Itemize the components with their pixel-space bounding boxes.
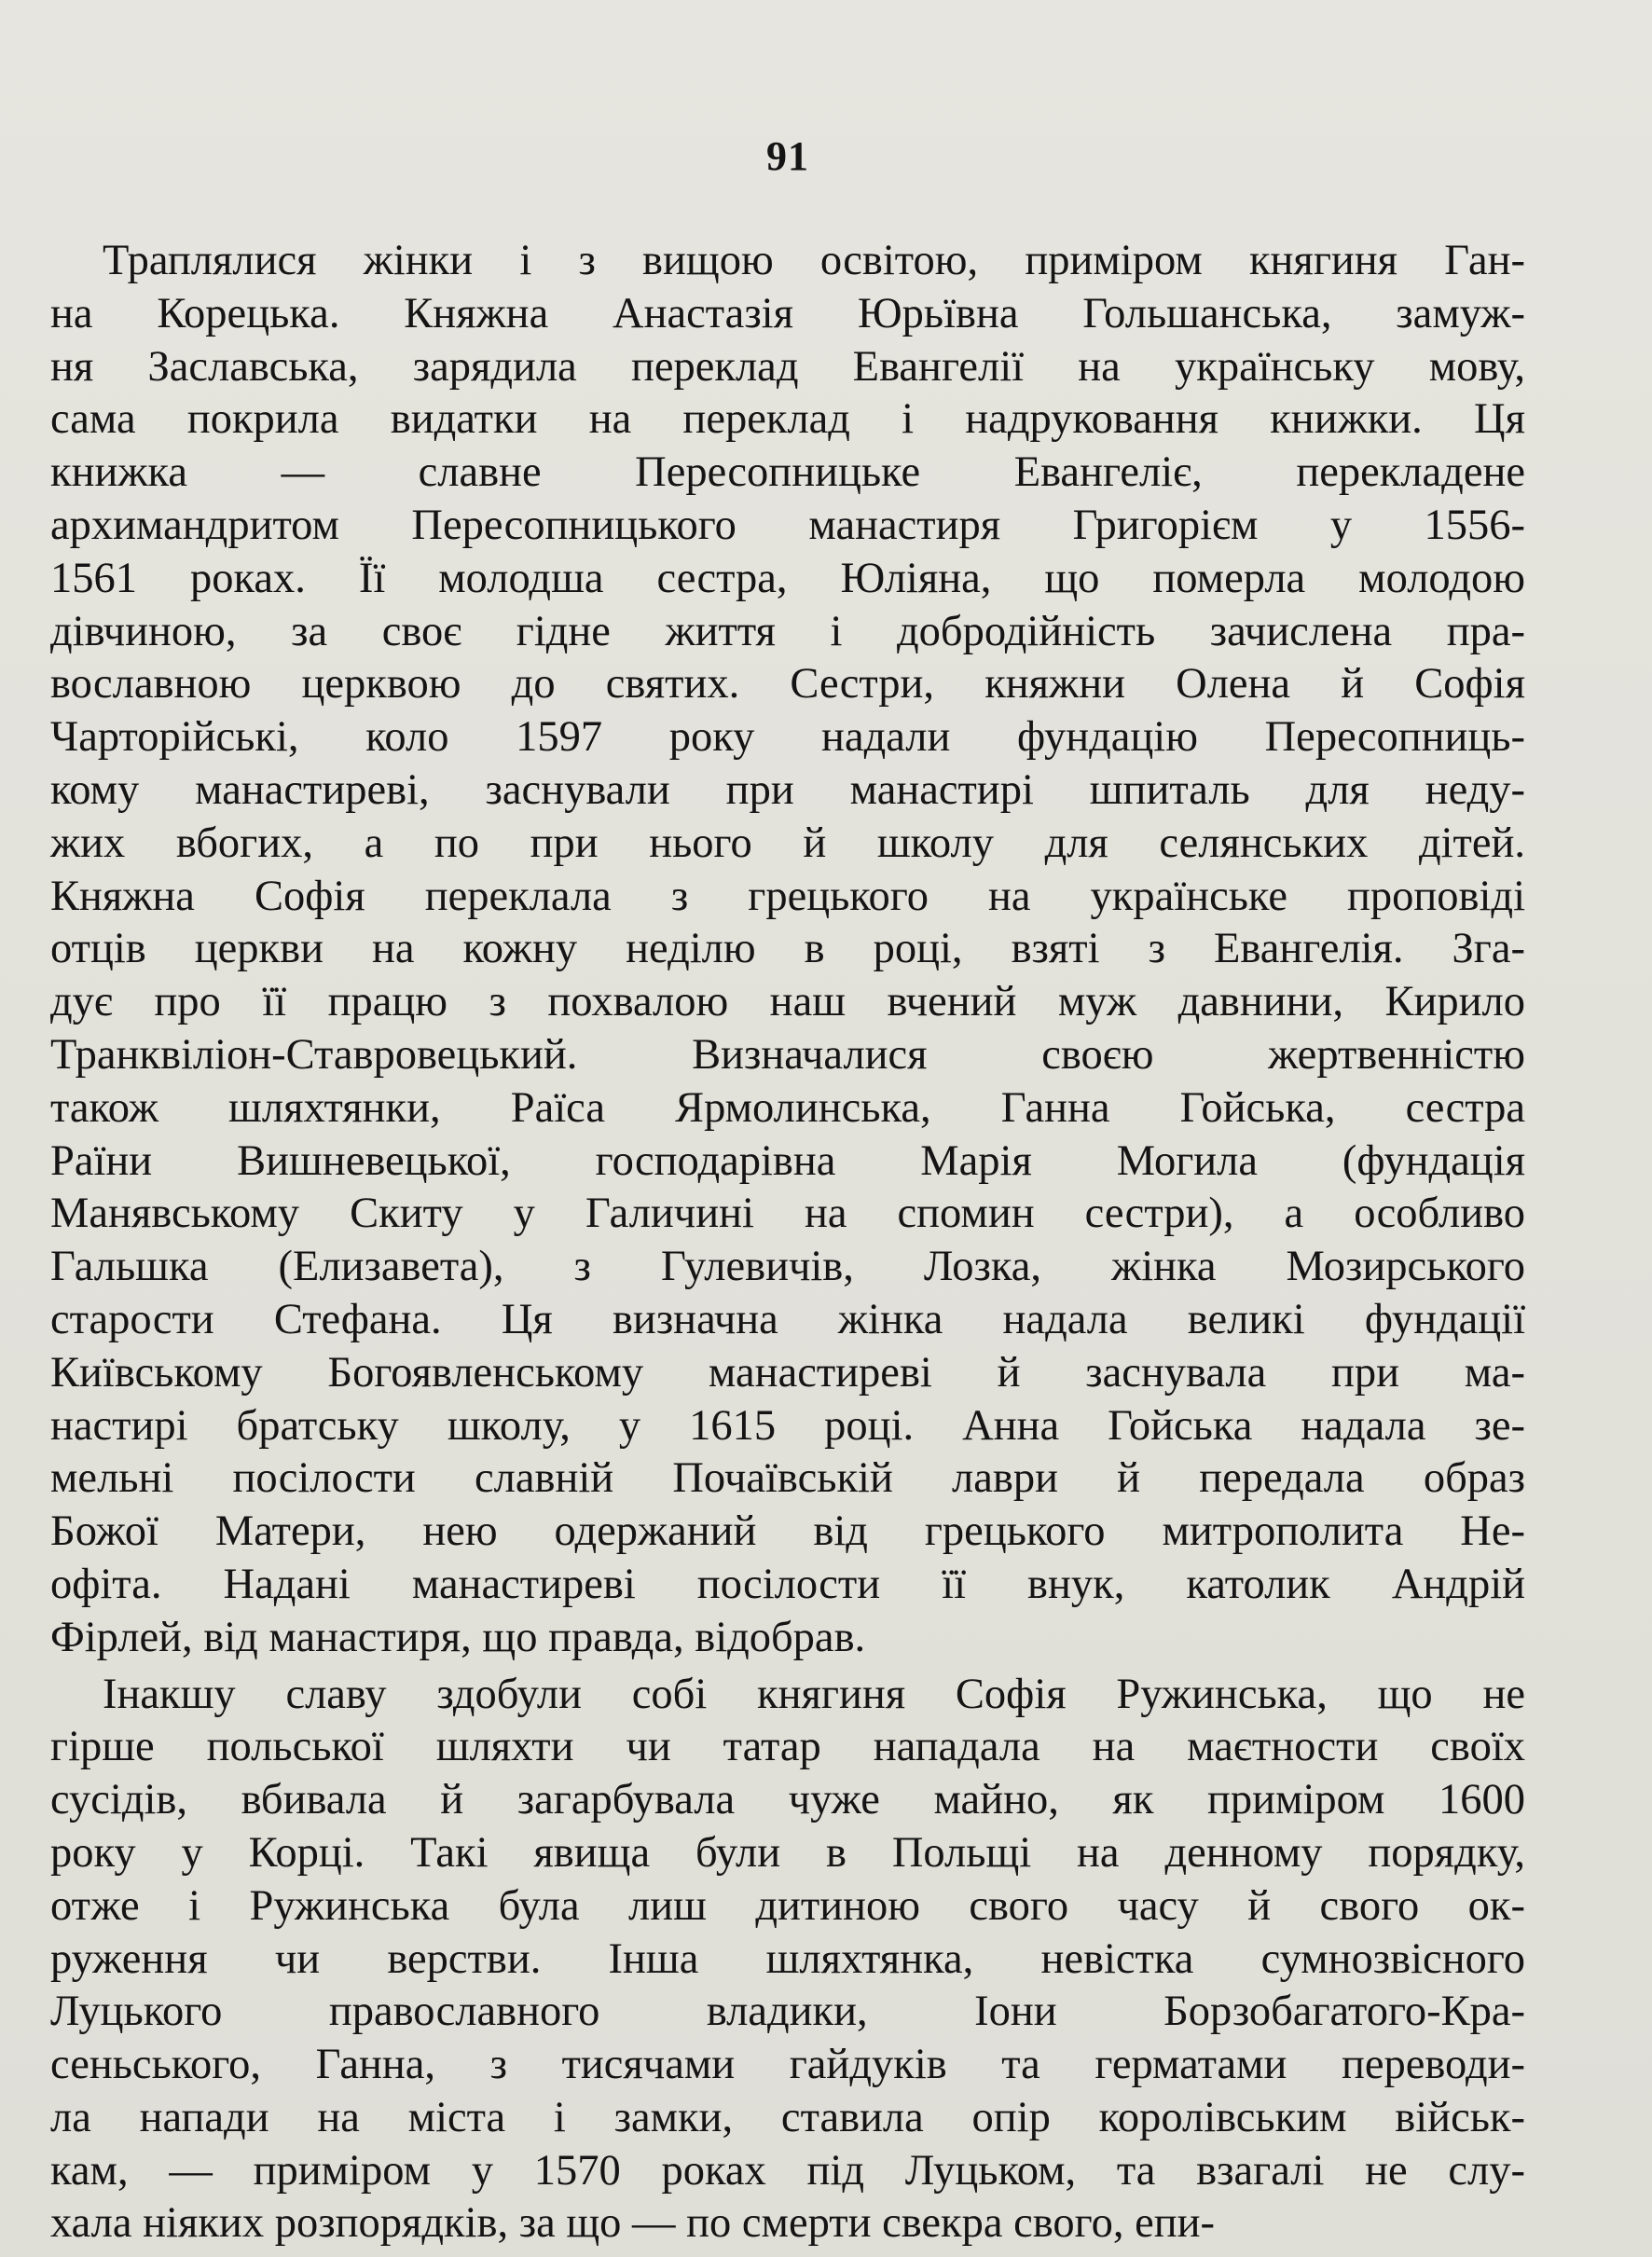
text-line: мельні посілости славній Почаївській лаври й передала образ [50, 1454, 1525, 1503]
text-line: Транквіліон-Ставровецький. Визначалися своєю жертвенністю [50, 1030, 1525, 1079]
text-line: книжка — славне Пересопницьке Евангеліє, перекладене [50, 448, 1525, 497]
body-text [50, 235, 1525, 2250]
text-line: сусідів, вбивала й загарбувала чуже майно, як приміром 1600 [50, 1776, 1525, 1824]
text-line: Божої Матери, нею одержаний від грецького митрополита Не- [50, 1507, 1525, 1556]
text-line: Манявському Скиту у Галичині на спомин сестри), а особливо [50, 1190, 1525, 1238]
text-line: Київському Богоявленському манастиреві й заснувала при ма- [50, 1348, 1525, 1397]
text-line: настирі братську школу, у 1615 році. Анна Гойська надала зе- [50, 1401, 1525, 1450]
text-line: Чарторійські, коло 1597 року надали фундацію Пересопниць- [50, 713, 1525, 762]
text-line: Траплялися жінки і з вищою освітою, приміром княгиня Ган- [103, 237, 1525, 284]
text-line: також шляхтянки, Раїса Ярмолинська, Ганна Гойська, сестра [50, 1083, 1525, 1132]
text-line: гірше польської шляхти чи татар нападала на маєтности своїх [50, 1723, 1525, 1771]
text-line: архимандритом Пересопницького манастиря Григорієм у 1556- [50, 501, 1525, 549]
text-line: сама покрила видатки на переклад і надруковання книжки. Ця [50, 395, 1525, 444]
page-number: 91 [766, 133, 809, 179]
text-line: ла напади на міста і замки, ставила опір королівським військ- [50, 2093, 1525, 2141]
text-line: Гальшка (Елизавета), з Гулевичів, Лозка, жінка Мозирського [50, 1243, 1525, 1291]
text-line: кому манастиреві, заснували при манастирі шпиталь для неду- [50, 765, 1525, 814]
paragraph [50, 1669, 1525, 2251]
text-line: жих вбогих, а по при нього й школу для селянських дітей. [50, 819, 1525, 867]
text-line: Княжна Софія переклала з грецького на українське проповіді [50, 872, 1525, 920]
text-line: на Корецька. Княжна Анастазія Юрьївна Гольшанська, замуж- [50, 289, 1525, 337]
text-line: вославною церквою до святих. Сестри, княжни Олена й Софія [50, 660, 1525, 709]
text-line: дує про її працю з похвалою наш вчений муж давнини, Кирило [50, 978, 1525, 1026]
text-line: Інакшу славу здобули собі княгиня Софія Ружинська, що не [103, 1670, 1525, 1718]
text-line: старости Стефана. Ця визначна жінка надала великі фундації [50, 1295, 1525, 1343]
text-line: хала ніяких розпорядків, за що — по смерти свекра свого, епи- [50, 2199, 1215, 2248]
text-line: руження чи верстви. Інша шляхтянка, невістка сумнозвісного [50, 1934, 1525, 1983]
text-line: кам, — приміром у 1570 роках під Луцьком, та взагалі не слу- [50, 2146, 1525, 2195]
text-line: сеньського, Ганна, з тисячами гайдуків та герматами переводи- [50, 2041, 1525, 2089]
paragraph [50, 235, 1525, 1665]
text-line: ня Заславська, зарядила переклад Евангелії на українську мову, [50, 342, 1525, 391]
text-line: 1561 роках. Її молодша сестра, Юліяна, що померла молодою [50, 554, 1525, 602]
text-line: дівчиною, за своє гідне життя і добродійність зачислена пра- [50, 607, 1525, 655]
text-line: Луцького православного владики, Іони Борзобагатого-Кра- [50, 1988, 1525, 2036]
text-line: офіта. Надані манастиреві посілости її внук, католик Андрій [50, 1560, 1525, 1608]
text-line: Фірлей, від манастиря, що правда, відобрав. [50, 1613, 866, 1661]
text-line: року у Корці. Такі явища були в Польщі на денному порядку, [50, 1828, 1525, 1877]
text-line: отців церкви на кожну неділю в році, взяті з Евангелія. Зга- [50, 925, 1525, 973]
text-line: Раїни Вишневецької, господарівна Марія Могила (фундація [50, 1136, 1525, 1185]
text-line: отже і Ружинська була лиш дитиною свого часу й свого ок- [50, 1881, 1525, 1930]
